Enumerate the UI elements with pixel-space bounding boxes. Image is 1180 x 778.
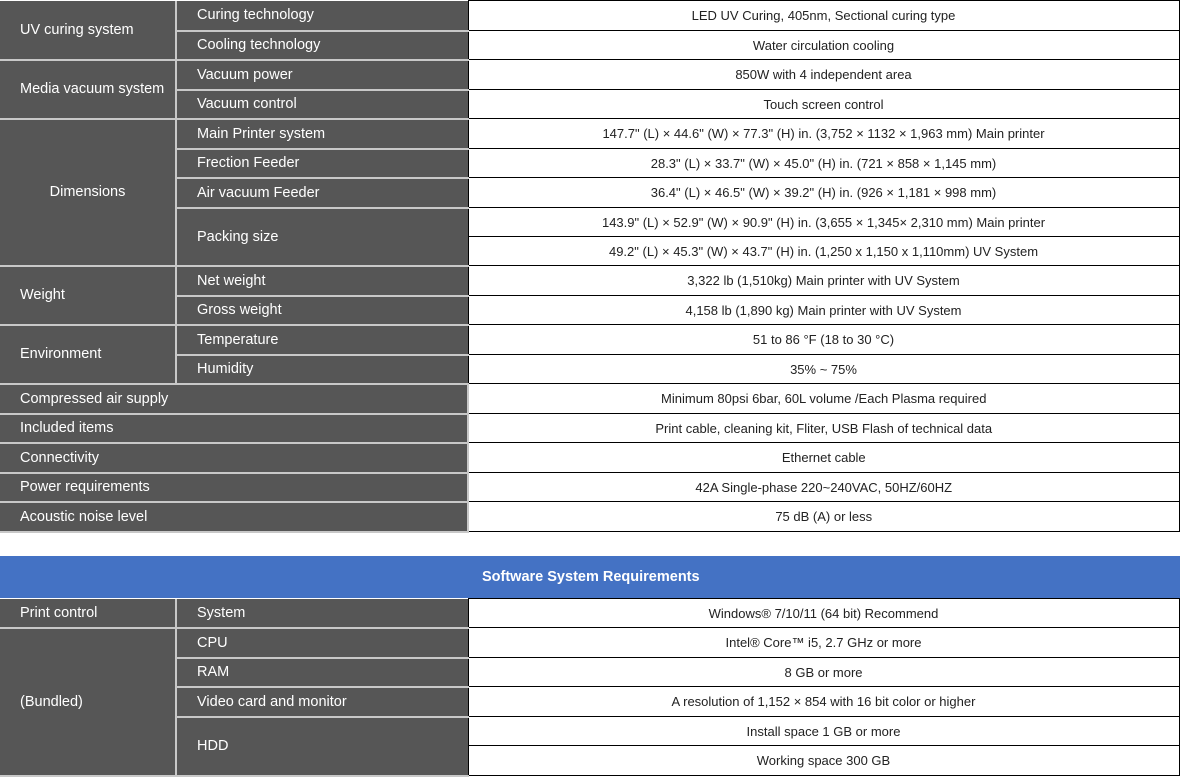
spec-value-main-printer: 147.7" (L) × 44.6" (W) × 77.3" (H) in. (3,752 × 1132 × 1,963 mm) Main printer [468,119,1179,149]
spec-value-temperature: 51 to 86 °F (18 to 30 °C) [468,325,1179,355]
table-row [0,502,1179,532]
spec-value-humidity: 35% ~ 75% [468,355,1179,384]
software-section-title: Software System Requirements [482,569,700,585]
table-row [0,473,1179,502]
table-row [0,31,1179,60]
table-row [0,90,1179,119]
table-row [0,296,1179,325]
spec-label-connectivity: Connectivity [0,443,468,473]
table-row [0,355,1179,384]
spec-value-cpu: Intel® Core™ i5, 2.7 GHz or more [468,628,1179,658]
spec-label-ram: RAM [176,658,468,687]
spec-label-included-items: Included items [0,414,468,443]
spec-value-vacuum-control: Touch screen control [468,90,1179,119]
spec-value-friction-feeder: 28.3" (L) × 33.7" (W) × 45.0" (H) in. (721 × 858 × 1,145 mm) [468,149,1179,178]
spec-label-humidity: Humidity [176,355,468,384]
table-row [0,208,1179,237]
spec-value-packing-main: 143.9" (L) × 52.9" (W) × 90.9" (H) in. (3,655 × 1,345× 2,310 mm) Main printer [468,208,1179,237]
category-print-control: Print control [0,599,176,628]
software-section-header [0,556,1180,598]
spec-label-gross-weight: Gross weight [176,296,468,325]
table-row [0,599,1179,628]
table-row [0,119,1179,149]
spec-value-compressed-air: Minimum 80psi 6bar, 60L volume /Each Plasma required [468,384,1179,414]
table-row [0,1,1179,31]
spec-value-noise: 75 dB (A) or less [468,502,1179,532]
table-row [0,60,1179,90]
spec-label-compressed-air: Compressed air supply [0,384,468,414]
spec-value-included-items: Print cable, cleaning kit, Fliter, USB Flash of technical data [468,414,1179,443]
spec-label-main-printer: Main Printer system [176,119,468,149]
category-weight: Weight [0,266,176,325]
spec-label-video-card: Video card and monitor [176,687,468,717]
spec-value-power: 42A Single-phase 220~240VAC, 50HZ/60HZ [468,473,1179,502]
spec-label-air-vacuum-feeder: Air vacuum Feeder [176,178,468,208]
spec-value-vacuum-power: 850W with 4 independent area [468,60,1179,90]
category-media-vacuum: Media vacuum system [0,60,176,119]
spec-label-packing-size: Packing size [176,208,468,266]
table-row [0,687,1179,717]
spec-label-noise: Acoustic noise level [0,502,468,532]
spec-value-net-weight: 3,322 lb (1,510kg) Main printer with UV System [468,266,1179,296]
table-row [0,414,1179,443]
spec-value-curing-technology: LED UV Curing, 405nm, Sectional curing type [468,1,1179,31]
spec-value-video-card: A resolution of 1,152 × 854 with 16 bit color or higher [468,687,1179,717]
spec-label-hdd: HDD [176,717,468,776]
table-row [0,178,1179,208]
table-row [0,384,1179,414]
spec-value-cooling-technology: Water circulation cooling [468,31,1179,60]
spec-label-vacuum-control: Vacuum control [176,90,468,119]
table-row [0,149,1179,178]
spec-label-net-weight: Net weight [176,266,468,296]
spec-value-gross-weight: 4,158 lb (1,890 kg) Main printer with UV System [468,296,1179,325]
spec-label-temperature: Temperature [176,325,468,355]
spec-label-cpu: CPU [176,628,468,658]
software-spec-table [0,598,1180,777]
spec-label-friction-feeder: Frection Feeder [176,149,468,178]
spec-label-cooling-technology: Cooling technology [176,31,468,60]
spec-value-connectivity: Ethernet cable [468,443,1179,473]
table-row [0,658,1179,687]
category-environment: Environment [0,325,176,384]
spec-value-system: Windows® 7/10/11 (64 bit) Recommend [468,599,1179,628]
spec-label-vacuum-power: Vacuum power [176,60,468,90]
table-row [0,717,1179,746]
table-row [0,628,1179,658]
spec-value-hdd-working: Working space 300 GB [468,746,1179,776]
table-row [0,443,1179,473]
spec-value-air-vacuum-feeder: 36.4" (L) × 46.5" (W) × 39.2" (H) in. (926 × 1,181 × 998 mm) [468,178,1179,208]
table-row [0,266,1179,296]
spec-label-power: Power requirements [0,473,468,502]
category-dimensions: Dimensions [0,119,176,266]
spec-label-system: System [176,599,468,628]
category-uv-curing: UV curing system [0,1,176,60]
spec-label-curing-technology: Curing technology [176,1,468,31]
spec-value-hdd-install: Install space 1 GB or more [468,717,1179,746]
spec-value-ram: 8 GB or more [468,658,1179,687]
category-bundled: (Bundled) [0,628,176,776]
table-row [0,325,1179,355]
spec-value-packing-uv: 49.2" (L) × 45.3" (W) × 43.7" (H) in. (1,250 x 1,150 x 1,110mm) UV System [468,237,1179,266]
